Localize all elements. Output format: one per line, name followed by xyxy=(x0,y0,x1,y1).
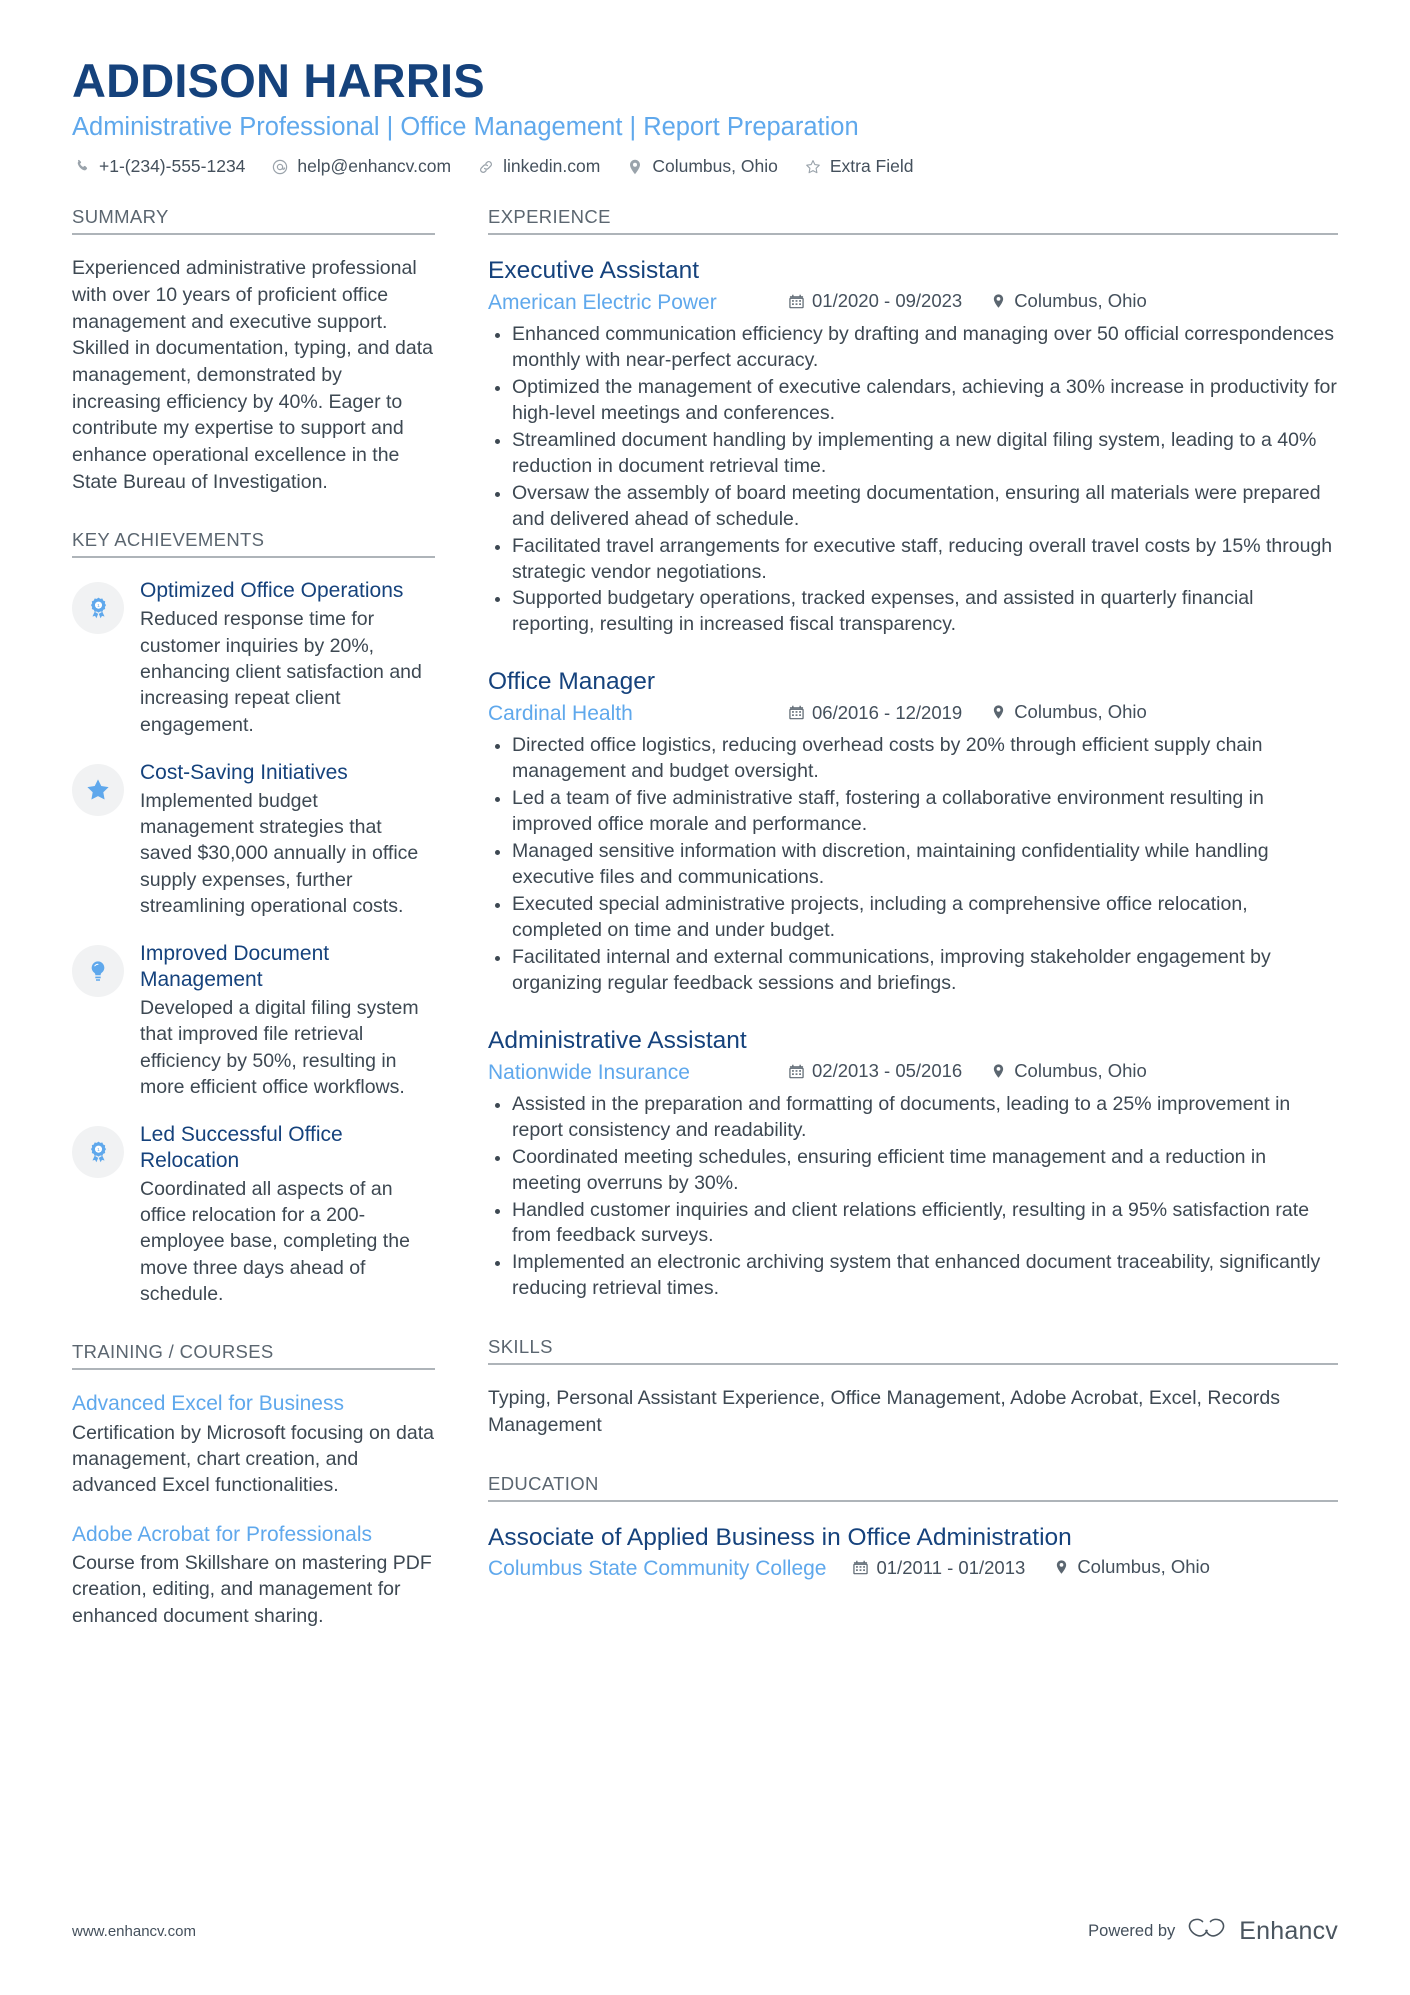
contact-link-text: linkedin.com xyxy=(503,156,601,177)
location-pin-icon xyxy=(990,704,1007,720)
enhancv-logo-icon xyxy=(1186,1916,1228,1947)
job-bullet: Optimized the management of executive calendars, achieving a 30% increase in productivity for high-level meetings and conferences. xyxy=(488,375,1338,427)
job-bullets xyxy=(488,322,1338,638)
job-meta xyxy=(488,289,1338,316)
skills-heading: SKILLS xyxy=(488,1336,1338,1365)
job-bullet: Implemented an electronic archiving system that enhanced document traceability, significantly reducing retrieval times. xyxy=(488,1250,1338,1302)
education-location-text: Columbus, Ohio xyxy=(1077,1556,1210,1578)
section-education xyxy=(488,1473,1338,1583)
resume-header xyxy=(72,56,1338,178)
course-item xyxy=(72,1390,435,1498)
experience-item xyxy=(488,1025,1338,1303)
job-title: Administrative Assistant xyxy=(488,1026,747,1054)
job-dates xyxy=(788,702,962,724)
calendar-icon xyxy=(788,294,805,309)
star-icon xyxy=(72,764,124,816)
job-meta xyxy=(488,1059,1338,1086)
job-company[interactable]: Cardinal Health xyxy=(488,702,633,726)
summary-text: Experienced administrative professional with over 10 years of proficient office management and executive support. Skilled in documentation, typing, and data management, demonstrated by increasing efficiency by 40%. Eager to contribute my expertise to support and enhance operational excellence in the State Bureau of Investigation. xyxy=(72,257,433,493)
achievement-body xyxy=(140,1122,435,1307)
job-company[interactable]: American Electric Power xyxy=(488,290,717,314)
calendar-icon xyxy=(788,1064,805,1079)
job-bullet: Handled customer inquiries and client relations efficiently, resulting in a 95% satisfaction rate from feedback surveys. xyxy=(488,1198,1338,1250)
job-bullet: Streamlined document handling by implementing a new digital filing system, leading to a 40% reduction in document retrieval time. xyxy=(488,428,1338,480)
job-location-text: Columbus, Ohio xyxy=(1014,1059,1147,1081)
phone-icon xyxy=(72,158,92,176)
course-desc: Certification by Microsoft focusing on data management, chart creation, and advanced Excel functionalities. xyxy=(72,1421,435,1497)
location-pin-icon xyxy=(625,158,645,176)
job-location-text: Columbus, Ohio xyxy=(1014,289,1147,311)
contact-location[interactable] xyxy=(625,155,777,178)
candidate-headline: Administrative Professional | Office Management | Report Preparation xyxy=(72,112,859,141)
job-dates xyxy=(788,290,962,312)
achievement-item xyxy=(72,1122,435,1307)
candidate-name: ADDISON HARRIS xyxy=(72,54,485,107)
job-dates xyxy=(788,1060,962,1082)
job-dates-text: 02/2013 - 05/2016 xyxy=(812,1060,963,1082)
training-heading: TRAINING / COURSES xyxy=(72,1341,435,1370)
contact-extra-text: Extra Field xyxy=(829,156,914,177)
job-location-text: Columbus, Ohio xyxy=(1014,701,1147,723)
job-dates-text: 06/2016 - 12/2019 xyxy=(812,701,963,723)
svg-text:1: 1 xyxy=(96,603,100,609)
education-dates-text: 01/2011 - 01/2013 xyxy=(876,1556,1026,1578)
summary-heading: SUMMARY xyxy=(72,206,435,235)
contact-extra[interactable] xyxy=(803,155,914,178)
achievement-title: Led Successful Office Relocation xyxy=(140,1123,343,1172)
job-bullets xyxy=(488,1092,1338,1302)
skills-text: Typing, Personal Assistant Experience, Office Management, Adobe Acrobat, Excel, Records Management xyxy=(488,1387,1280,1436)
education-degree: Associate of Applied Business in Office Administration xyxy=(488,1523,1072,1551)
experience-heading: EXPERIENCE xyxy=(488,206,1338,235)
section-summary xyxy=(72,206,435,495)
achievement-title: Cost-Saving Initiatives xyxy=(140,760,348,784)
job-company[interactable]: Nationwide Insurance xyxy=(488,1060,690,1084)
job-bullet: Facilitated travel arrangements for executive staff, reducing overall travel costs by 15% through strategic vendor negotiations. xyxy=(488,534,1338,586)
course-desc: Course from Skillshare on mastering PDF creation, editing, and management for enhanced document sharing. xyxy=(72,1551,432,1627)
powered-by-label: Powered by xyxy=(1088,1922,1176,1940)
job-location xyxy=(990,290,1147,312)
achievement-item xyxy=(72,578,435,737)
education-location xyxy=(1053,1556,1210,1578)
job-bullet: Facilitated internal and external communications, improving stakeholder engagement by organizing regular feedback sessions and briefings. xyxy=(488,945,1338,997)
course-item xyxy=(72,1521,435,1629)
achievement-body xyxy=(140,578,435,737)
course-title[interactable]: Adobe Acrobat for Professionals xyxy=(72,1522,373,1546)
education-meta xyxy=(488,1555,1338,1582)
link-icon xyxy=(476,158,496,176)
contact-row xyxy=(72,155,1338,178)
job-meta xyxy=(488,700,1338,727)
experience-item xyxy=(488,255,1338,638)
lightbulb-icon xyxy=(72,945,124,997)
job-title: Office Manager xyxy=(488,668,656,696)
contact-email-text: help@enhancv.com xyxy=(297,156,452,177)
education-heading: EDUCATION xyxy=(488,1473,1338,1502)
enhancv-brand-name: Enhancv xyxy=(1239,1917,1338,1945)
section-experience xyxy=(488,206,1338,1302)
contact-location-text: Columbus, Ohio xyxy=(652,156,778,177)
achievement-body xyxy=(140,760,435,919)
education-dates xyxy=(852,1557,1025,1579)
calendar-icon xyxy=(788,705,805,720)
achievements-heading: KEY ACHIEVEMENTS xyxy=(72,529,435,558)
section-key-achievements xyxy=(72,529,435,1307)
contact-phone[interactable] xyxy=(72,155,245,178)
footer-brand xyxy=(1088,1916,1338,1947)
job-bullet: Executed special administrative projects, including a comprehensive office relocation, completed on time and under budget. xyxy=(488,892,1338,944)
job-dates-text: 01/2020 - 09/2023 xyxy=(812,290,963,312)
job-bullet: Managed sensitive information with discretion, maintaining confidentiality while handling executive files and communications. xyxy=(488,839,1338,891)
footer-url[interactable]: www.enhancv.com xyxy=(72,1923,196,1940)
course-title[interactable]: Advanced Excel for Business xyxy=(72,1392,344,1416)
section-training-courses xyxy=(72,1341,435,1628)
achievement-desc: Reduced response time for customer inquiries by 20%, enhancing client satisfaction and increasing repeat client engagement. xyxy=(140,608,422,736)
job-bullet: Supported budgetary operations, tracked expenses, and assisted in quarterly financial reporting, resulting in increased fiscal transparency. xyxy=(488,586,1338,638)
right-column xyxy=(465,206,1338,1617)
svg-text:1: 1 xyxy=(96,1147,100,1153)
job-bullet: Coordinated meeting schedules, ensuring efficient time management and a reduction in meeting overruns by 30%. xyxy=(488,1145,1338,1197)
achievement-title: Improved Document Management xyxy=(140,942,330,992)
location-pin-icon xyxy=(1053,1559,1070,1575)
achievement-desc: Developed a digital filing system that improved file retrieval efficiency by 50%, resulting in more efficient office workflows. xyxy=(140,996,419,1098)
contact-phone-text: +1-(234)-555-1234 xyxy=(99,156,246,177)
location-pin-icon xyxy=(990,293,1007,309)
job-bullet: Led a team of five administrative staff, fostering a collaborative environment resulting in improved office morale and performance. xyxy=(488,786,1338,838)
section-skills xyxy=(488,1336,1338,1438)
achievement-title: Optimized Office Operations xyxy=(140,579,404,603)
email-icon xyxy=(270,158,290,176)
award-ribbon-icon xyxy=(72,582,124,634)
job-bullet: Enhanced communication efficiency by drafting and managing over 50 official correspondences monthly with near-perfect accuracy. xyxy=(488,322,1338,374)
education-school[interactable]: Columbus State Community College xyxy=(488,1557,827,1581)
location-pin-icon xyxy=(990,1063,1007,1079)
job-bullets xyxy=(488,733,1338,996)
job-bullet: Assisted in the preparation and formatting of documents, leading to a 25% improvement in report consistency and readability. xyxy=(488,1092,1338,1144)
education-item xyxy=(488,1522,1338,1583)
contact-email[interactable] xyxy=(270,155,451,178)
job-location xyxy=(990,701,1147,723)
star-outline-icon xyxy=(803,158,823,176)
achievement-item xyxy=(72,941,435,1100)
achievement-item xyxy=(72,760,435,919)
experience-item xyxy=(488,666,1338,996)
resume-body xyxy=(72,206,1338,1663)
job-bullet: Oversaw the assembly of board meeting documentation, ensuring all materials were prepared and delivered ahead of schedule. xyxy=(488,481,1338,533)
award-ribbon-icon xyxy=(72,1126,124,1178)
job-bullet: Directed office logistics, reducing overhead costs by 20% through efficient supply chain management and budget oversight. xyxy=(488,733,1338,785)
calendar-icon xyxy=(852,1560,869,1575)
job-location xyxy=(990,1060,1147,1082)
achievement-desc: Coordinated all aspects of an office relocation for a 200-employee base, completing the move three days ahead of schedule. xyxy=(140,1177,410,1306)
achievement-body xyxy=(140,941,435,1100)
contact-link[interactable] xyxy=(476,155,600,178)
achievement-desc: Implemented budget management strategies that saved $30,000 annually in office supply expenses, further streamlining operational costs. xyxy=(140,789,419,917)
left-column xyxy=(72,206,465,1663)
job-title: Executive Assistant xyxy=(488,257,700,285)
page-footer xyxy=(72,1916,1338,1947)
